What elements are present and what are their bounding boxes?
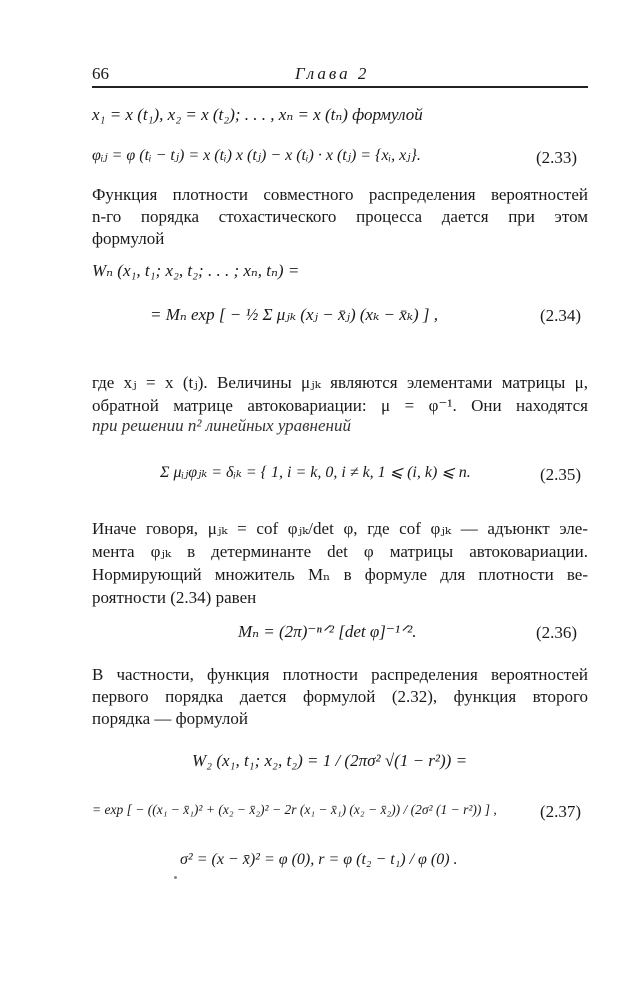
paragraph-3-line-1: Иначе говоря, μⱼₖ = cof φⱼₖ/det φ, где cof φⱼₖ — адъюнкт эле- — [92, 519, 588, 538]
paragraph-2-line-1: где xⱼ = x (tⱼ). Величины μⱼₖ являются элементами матрицы μ, — [92, 373, 588, 392]
equation-number-2-36: (2.36) — [536, 623, 578, 642]
header-rule — [92, 86, 588, 88]
page-header — [92, 58, 588, 84]
equation-2-37-line-1: W₂ (x₁, t₁; x₂, t₂) = 1 / (2πσ² √(1 − r²)) = — [192, 751, 468, 770]
equation-number-2-34: (2.34) — [540, 306, 582, 325]
paragraph-4-line-2: первого порядка дается формулой (2.32), функция второго — [92, 687, 588, 706]
equation-2-37-line-2: = exp [ − ((x₁ − x̄₁)² + (x₂ − x̄₂)² − 2r (x₁ − x̄₁) (x₂ − x̄₂)) / (2σ² (1 − r²)) ] , — [92, 802, 497, 817]
equation-number-2-35: (2.35) — [540, 465, 582, 484]
paragraph-2-line-2: обратной матрице автоковариации: μ = φ⁻¹. Они находятся — [92, 396, 588, 415]
equation-2-34-line-1: Wₙ (x₁, t₁; x₂, t₂; . . . ; xₙ, tₙ) = — [92, 261, 300, 280]
equation-2-37-line-3: σ² = (x − x̄)² = φ (0), r = φ (t₂ − t₁) / φ (0) . — [180, 851, 458, 868]
equation-number-2-33: (2.33) — [536, 148, 578, 167]
equation-2-36: Mₙ = (2π)⁻ⁿᐟ² [det φ]⁻¹ᐟ². — [238, 622, 417, 641]
paragraph-2-line-3: при решении n² линейных уравнений — [92, 416, 351, 435]
equation-number-2-37: (2.37) — [540, 802, 582, 821]
paragraph-3-line-2: мента φⱼₖ в детерминанте det φ матрицы автоковариации. — [92, 542, 588, 561]
equation-2-33: φᵢⱼ = φ (tᵢ − tⱼ) = x (tᵢ) x (tⱼ) − x (tᵢ) · x (tⱼ) = {xᵢ, xⱼ}. — [92, 147, 421, 164]
page-number: 66 — [92, 64, 109, 83]
paragraph-3-line-4: роятности (2.34) равен — [92, 588, 257, 607]
paragraph-4-line-3: порядка — формулой — [92, 709, 248, 728]
line-1: x₁ = x (t₁), x₂ = x (t₂); . . . , xₙ = x (tₙ) формулой — [92, 105, 423, 124]
equation-2-35: Σ μᵢⱼφⱼₖ = δᵢₖ = { 1, i = k, 0, i ≠ k, 1 ⩽ (i, k) ⩽ n. — [160, 464, 471, 481]
paragraph-1-line-2: n-го порядка стохастического процесса дается при этом — [92, 207, 588, 226]
paragraph-1-line-3: формулой — [92, 229, 165, 248]
paragraph-1-line-1: Функция плотности совместного распределения вероятностей — [92, 185, 588, 204]
print-speck — [174, 876, 177, 879]
equation-2-34-line-2: = Mₙ exp [ − ½ Σ μⱼₖ (xⱼ − x̄ⱼ) (xₖ − x̄ₖ) ] , — [150, 305, 439, 324]
paragraph-4-line-1: В частности, функция плотности распределения вероятностей — [92, 665, 588, 684]
paragraph-3-line-3: Нормирующий множитель Mₙ в формуле для плотности ве- — [92, 565, 588, 584]
running-head: Глава 2 — [295, 64, 370, 83]
